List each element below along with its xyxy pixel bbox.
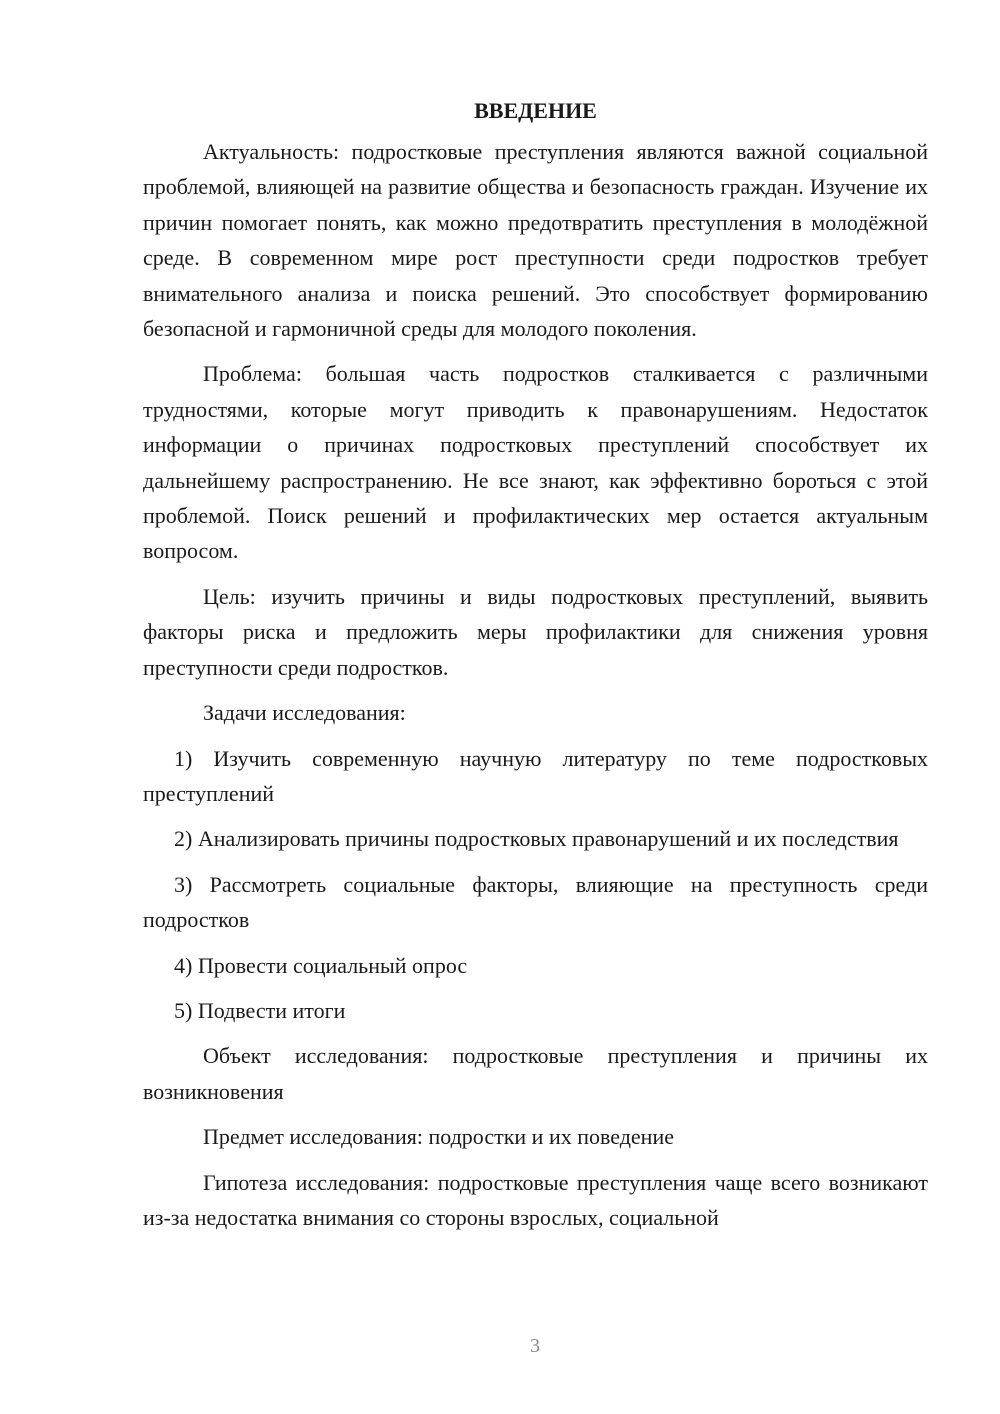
paragraph-goal: Цель: изучить причины и виды подростковых преступлений, выявить факторы риска и предложить меры профилактики для снижения уровня преступности среди подростков. [143, 583, 928, 680]
task-item-2: 2) Анализировать причины подростковых правонарушений и их последствия [174, 826, 899, 852]
task-item-4: 4) Провести социальный опрос [174, 952, 468, 978]
document-page [143, 92, 928, 1245]
page-number: 3 [530, 1335, 540, 1357]
section-title: ВВЕДЕНИЕ [474, 98, 597, 123]
paragraph-hypothesis: Гипотеза исследования: подростковые преступления чаще всего возникают из-за недостатка внимания со стороны взрослых, социальной [143, 1169, 928, 1230]
paragraph-object: Объект исследования: подростковые преступления и причины их возникновения [143, 1043, 928, 1104]
paragraph-tasks-heading: Задачи исследования: [203, 700, 406, 726]
task-item-3: 3) Рассмотреть социальные факторы, влияющие на преступность среди подростков [143, 871, 928, 933]
paragraph-subject: Предмет исследования: подростки и их поведение [203, 1124, 674, 1150]
paragraph-problem: Проблема: большая часть подростков сталкивается с различными трудностями, которые могут приводить к правонарушениям. Недостаток информации о причинах подростковых преступлений способствует их дальнейшему распространению. Не все знают, как эффективно бороться с этой проблемой. Поиск решений и профилактических мер остается актуальным вопросом. [143, 361, 928, 564]
task-item-5: 5) Подвести итоги [174, 997, 346, 1023]
task-item-1: 1) Изучить современную научную литературу по теме подростковых преступлений [143, 745, 928, 806]
paragraph-relevance: Актуальность: подростковые преступления являются важной социальной проблемой, влияющей на развитие общества и безопасность граждан. Изучение их причин помогает понять, как можно предотвратить преступления в молодёжной среде. В современном мире рост преступности среди подростков требует внимательного анализа и поиска решений. Это способствует формированию безопасной и гармоничной среды для молодого поколения. [143, 139, 928, 342]
